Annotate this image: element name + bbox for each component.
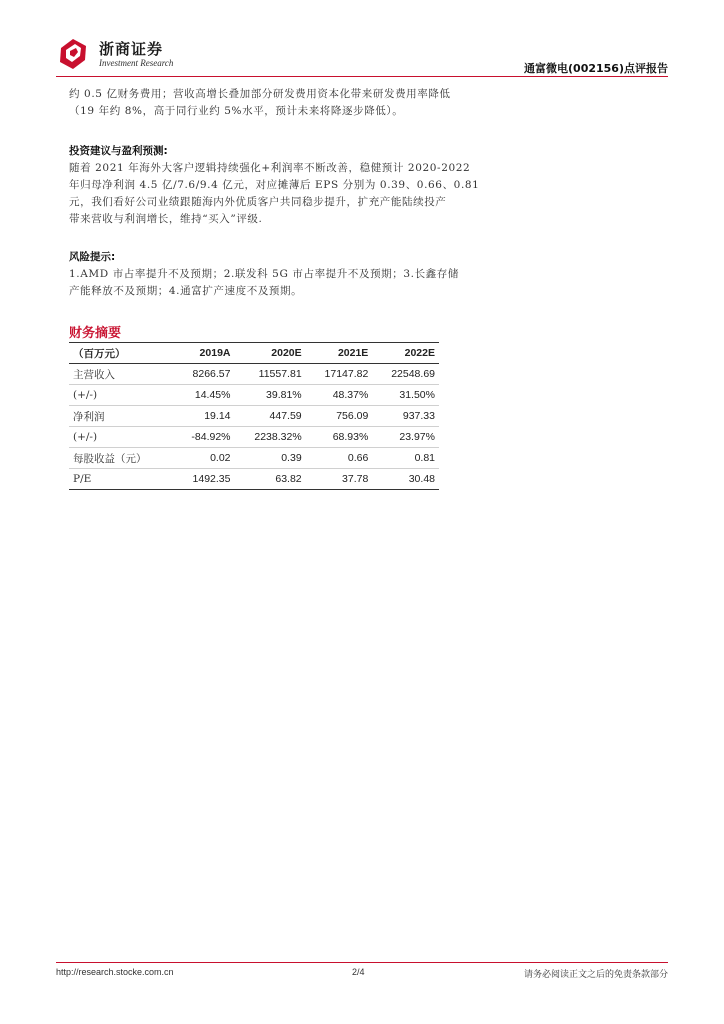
table-cell: 447.59 [235,406,306,427]
table-row [69,427,439,448]
table-cell: -84.92% [174,427,235,448]
table-cell: 68.93% [306,427,373,448]
table-cell: 39.81% [235,385,306,406]
table-cell: 14.45% [174,385,235,406]
text-line: 带来营收与利润增长，维持“买入”评级. [69,213,263,225]
financial-summary-title: 财务摘要 [69,326,122,341]
table-cell: 937.33 [372,406,439,427]
invest-heading: 投资建议与盈利预测: [69,145,168,157]
column-header: 2020E [235,343,306,364]
logo-text-cn: 浙商证券 [99,40,164,58]
row-label: (+/-) [69,427,174,448]
text-line: 随着 2021 年海外大客户逻辑持续强化+利润率不断改善，稳健预计 2020-2022 [69,162,471,174]
row-label: 主营收入 [69,364,174,385]
company-logo [55,36,205,72]
logo-emblem-icon [55,36,91,72]
text-line: 约 0.5 亿财务费用；营收高增长叠加部分研发费用资本化带来研发费用率降低 [69,88,451,100]
page-number: 2/4 [352,967,365,977]
table-cell: 8266.57 [174,364,235,385]
financial-summary-table [69,342,439,490]
table-cell: 63.82 [235,469,306,490]
report-title: 通富微电(002156)点评报告 [524,62,668,75]
intro-paragraph [69,86,499,120]
table-row [69,469,439,490]
table-row [69,406,439,427]
table-header-row [69,343,439,364]
footer-divider [56,962,668,963]
text-line: 产能释放不及预期；4.通富扩产速度不及预期。 [69,285,303,297]
table-row [69,385,439,406]
table-cell: 22548.69 [372,364,439,385]
column-header: 2019A [174,343,235,364]
table-cell: 23.97% [372,427,439,448]
table-cell: 1492.35 [174,469,235,490]
header-divider [56,76,668,77]
logo-text-en: Investment Research [99,58,174,68]
invest-paragraph [69,160,499,228]
table-cell: 0.39 [235,448,306,469]
row-label: (+/-) [69,385,174,406]
disclaimer-note: 请务必阅读正文之后的免责条款部分 [523,970,668,980]
table-row [69,448,439,469]
table-cell: 31.50% [372,385,439,406]
table-cell: 0.81 [372,448,439,469]
table-cell: 30.48 [372,469,439,490]
risk-heading: 风险提示: [69,251,116,263]
text-line: （19 年约 8%，高于同行业约 5%水平，预计未来将降逐步降低）。 [69,105,404,117]
table-cell: 756.09 [306,406,373,427]
row-label: P/E [69,469,174,490]
table-cell: 0.66 [306,448,373,469]
column-header: 2022E [372,343,439,364]
table-cell: 48.37% [306,385,373,406]
table-cell: 19.14 [174,406,235,427]
column-header: 2021E [306,343,373,364]
text-line: 年归母净利润 4.5 亿/7.6/9.4 亿元，对应摊薄后 EPS 分别为 0.39、0.66、0.81 [69,179,480,191]
table-cell: 11557.81 [235,364,306,385]
risk-paragraph [69,266,499,300]
table-cell: 2238.32% [235,427,306,448]
table-cell: 37.78 [306,469,373,490]
table-cell: 0.02 [174,448,235,469]
text-line: 元，我们看好公司业绩跟随海内外优质客户共同稳步提升，扩充产能陆续投产 [69,196,447,208]
row-label: 每股收益（元） [69,448,174,469]
table-row [69,364,439,385]
text-line: 1.AMD 市占率提升不及预期；2.联发科 5G 市占率提升不及预期；3.长鑫存储 [69,268,459,280]
column-header: （百万元） [69,343,174,364]
footer-website-link[interactable]: http://research.stocke.com.cn [56,967,174,977]
row-label: 净利润 [69,406,174,427]
table-cell: 17147.82 [306,364,373,385]
